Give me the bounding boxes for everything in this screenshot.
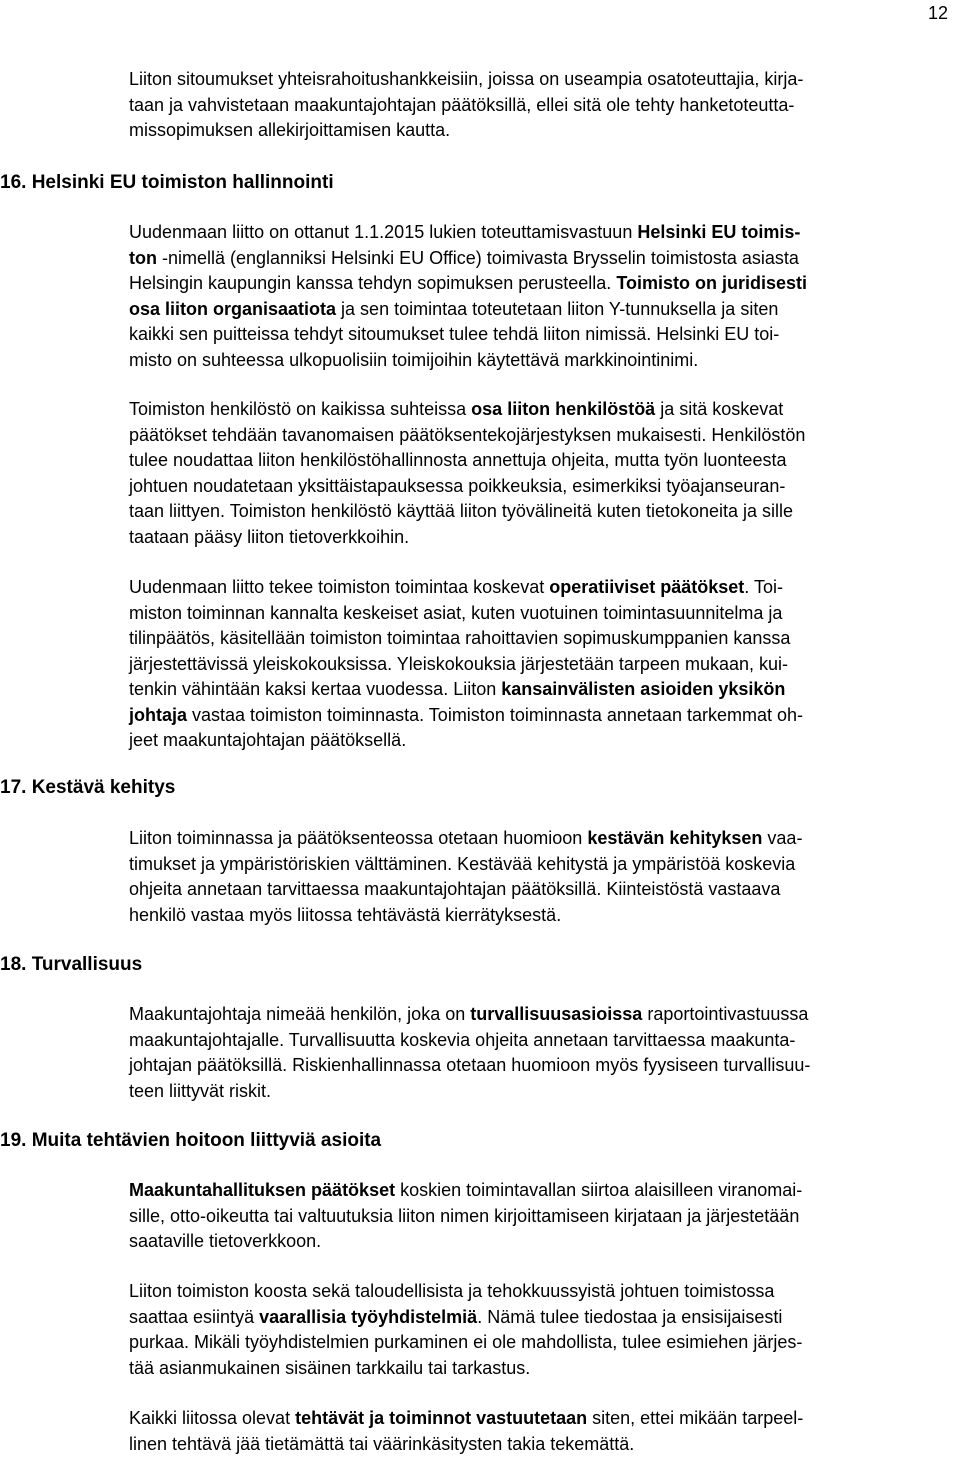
text-run: siten, ettei mikään tarpeel- — [587, 1408, 804, 1428]
text-run: päätökset tehdään tavanomaisen päätöksentekojärjestyksen mukaisesti. Henkilöstön — [129, 424, 806, 445]
bold-text-run: tehtävät ja toiminnot vastuutetaan — [295, 1408, 588, 1428]
text-run: ohjeita annetaan tarvittaessa maakuntajohtajan päätöksillä. Kiinteistöstä vastaava — [129, 879, 781, 899]
text-run: taan ja vahvistetaan maakuntajohtajan päätöksillä, ellei sitä ole tehty hanketoteutta- — [129, 94, 795, 115]
bold-text-run: vaarallisia työyhdistelmiä — [259, 1306, 478, 1327]
text-line — [129, 1406, 959, 1432]
text-run: Liiton sitoumukset yhteisrahoitushankkeisiin, joissa on useampia osatoteuttajia, kirja- — [129, 69, 804, 89]
text-line — [129, 1305, 959, 1331]
text-run: vastaa toimiston toiminnasta. Toimiston toiminnasta annetaan tarkemmat oh- — [187, 704, 803, 725]
page-number: 12 — [927, 3, 948, 23]
text-line — [129, 93, 959, 119]
text-run: sille, otto-oikeutta tai valtuutuksia liiton nimen kirjoittamiseen kirjataan ja järjestetään — [129, 1205, 800, 1226]
section-17-heading: 17. Kestävä kehitys — [0, 777, 176, 798]
text-line — [129, 1028, 959, 1054]
text-run: misto on suhteessa ulkopuolisiin toimijoihin käytettävä markkinointinimi. — [129, 349, 699, 370]
text-run: ja sitä koskevat — [655, 399, 784, 419]
text-line — [129, 246, 959, 272]
text-line — [129, 1330, 959, 1356]
text-line — [129, 1229, 959, 1255]
text-line — [129, 1432, 959, 1457]
bold-text-run: Maakuntahallituksen päätökset — [129, 1180, 396, 1200]
intro-paragraph — [129, 67, 959, 144]
bold-text-run: Helsinki EU toimis- — [637, 222, 801, 242]
text-line — [129, 1079, 959, 1105]
text-run: taataan pääsy liiton tietoverkkoihin. — [129, 526, 410, 547]
text-run: teen liittyvät riskit. — [129, 1080, 272, 1101]
text-run: henkilö vastaa myös liitossa tehtävästä kierrätyksestä. — [129, 904, 562, 925]
text-line — [129, 852, 959, 878]
text-run: missopimuksen allekirjoittamisen kautta. — [129, 120, 451, 140]
text-run: koskien toimintavallan siirtoa alaisilleen viranomai- — [395, 1180, 803, 1200]
bold-text-run: kestävän kehityksen — [587, 828, 763, 848]
text-run: . Toi- — [744, 577, 783, 597]
bold-text-run: Toimisto on juridisesti — [616, 273, 807, 293]
text-run: . Nämä tulee tiedostaa ja ensisijaisesti — [477, 1306, 783, 1327]
section-16-paragraph-2 — [129, 397, 959, 550]
text-run: järjestettävissä yleiskokouksissa. Yleiskokouksia järjestetään tarpeen mukaan, kui- — [129, 653, 788, 674]
text-line — [129, 1356, 959, 1382]
text-run: timukset ja ympäristöriskien välttäminen. Kestävää kehitystä ja ympäristöä koskevia — [129, 853, 796, 874]
text-run: Liiton toimiston koosta sekä taloudellisista ja tehokkuussyistä johtuen toimistossa — [129, 1281, 775, 1301]
text-run: linen tehtävä jää tietämättä tai väärinkäsitysten takia tekemättä. — [129, 1433, 635, 1454]
section-18-heading: 18. Turvallisuus — [0, 954, 143, 975]
text-run: Maakuntajohtaja nimeää henkilön, joka on — [129, 1004, 471, 1024]
text-line — [129, 525, 959, 551]
text-run: kaikki sen puitteissa tehdyt sitoumukset tulee tehdä liiton nimissä. Helsinki EU toi- — [129, 324, 780, 344]
text-line — [129, 1279, 959, 1305]
section-19-paragraph-3 — [129, 1406, 959, 1457]
bold-text-run: johtaja — [129, 704, 188, 725]
text-line — [129, 397, 959, 423]
text-run: -nimellä (englanniksi Helsinki EU Office) toimivasta Brysselin toimistosta asiasta — [156, 247, 799, 268]
text-line — [129, 348, 959, 374]
text-line — [129, 67, 959, 93]
text-line — [129, 575, 959, 601]
text-line — [129, 423, 959, 449]
text-line — [129, 448, 959, 474]
text-run: Kaikki liitossa olevat — [129, 1408, 296, 1428]
text-run: taan liittyen. Toimiston henkilöstö käyttää liiton työvälineitä kuten tietokoneita ja sille — [129, 501, 794, 521]
text-run: Toimiston henkilöstö on kaikissa suhteissa — [129, 399, 472, 419]
section-18-paragraph-1 — [129, 1002, 959, 1104]
text-line — [129, 703, 959, 729]
section-16-paragraph-3 — [129, 575, 959, 754]
text-line — [129, 728, 959, 754]
section-17-paragraph-1 — [129, 826, 959, 928]
text-run: ja sen toimintaa toteutetaan liiton Y-tunnuksella ja siten — [336, 298, 779, 319]
text-run: vaa- — [762, 828, 803, 848]
text-run: saataville tietoverkkoon. — [129, 1231, 322, 1251]
bold-text-run: osa liiton organisaatiota — [129, 298, 337, 319]
text-line — [129, 499, 959, 525]
text-run: miston toiminnan kannalta keskeiset asiat, kuten vuotuinen toimintasuunnitelma ja — [129, 602, 783, 623]
text-line — [129, 877, 959, 903]
text-run: purkaa. Mikäli työyhdistelmien purkaminen ei ole mahdollista, tulee esimiehen järjes- — [129, 1332, 803, 1352]
text-run: Liiton toiminnassa ja päätöksenteossa otetaan huomioon — [129, 828, 588, 848]
text-line — [129, 677, 959, 703]
text-run: saattaa esiintyä — [129, 1306, 260, 1327]
text-run: tenkin vähintään kaksi kertaa vuodessa. Liiton — [129, 679, 502, 699]
text-run: tulee noudattaa liiton henkilöstöhallinnosta annettuja ohjeita, mutta työn luonteesta — [129, 450, 787, 470]
text-line — [129, 474, 959, 500]
section-19-paragraph-1 — [129, 1178, 959, 1255]
text-run: Helsingin kaupungin kanssa tehdyn sopimuksen perusteella. — [129, 273, 617, 293]
text-line — [129, 1002, 959, 1028]
bold-text-run: osa liiton henkilöstöä — [471, 399, 656, 419]
text-line — [129, 271, 959, 297]
text-run: johtajan päätöksillä. Riskienhallinnassa otetaan huomioon myös fyysiseen turvallisuu- — [129, 1055, 811, 1075]
text-run: Uudenmaan liitto on ottanut 1.1.2015 lukien toteuttamisvastuun — [129, 222, 638, 242]
section-16-heading: 16. Helsinki EU toimiston hallinnointi — [0, 172, 334, 193]
text-line — [129, 1204, 959, 1230]
section-19-heading: 19. Muita tehtävien hoitoon liittyviä asioita — [0, 1130, 382, 1151]
bold-text-run: operatiiviset päätökset — [549, 577, 745, 597]
text-run: tää asianmukainen sisäinen tarkkailu tai tarkastus. — [129, 1357, 531, 1378]
text-run: Uudenmaan liitto tekee toimiston toimintaa koskevat — [129, 577, 550, 597]
bold-text-run: ton — [129, 247, 157, 268]
text-run: jeet maakuntajohtajan päätöksellä. — [129, 730, 407, 750]
text-line — [129, 652, 959, 678]
text-line — [129, 903, 959, 929]
text-line — [129, 322, 959, 348]
bold-text-run: kansainvälisten asioiden yksikön — [501, 679, 786, 699]
text-line — [129, 1053, 959, 1079]
text-line — [129, 826, 959, 852]
text-run: tilinpäätös, käsitellään toimiston toimintaa rahoittavien sopimuskumppanien kanssa — [129, 628, 791, 648]
bold-text-run: turvallisuusasioissa — [470, 1004, 643, 1024]
text-line — [129, 118, 959, 144]
text-line — [129, 297, 959, 323]
section-16-paragraph-1 — [129, 220, 959, 373]
text-line — [129, 220, 959, 246]
text-line — [129, 1178, 959, 1204]
text-run: johtuen noudatetaan yksittäistapauksessa poikkeuksia, esimerkiksi työajanseuran- — [129, 475, 786, 496]
text-line — [129, 626, 959, 652]
section-19-paragraph-2 — [129, 1279, 959, 1381]
text-run: raportointivastuussa — [642, 1004, 809, 1024]
text-line — [129, 601, 959, 627]
text-run: maakuntajohtajalle. Turvallisuutta koskevia ohjeita annetaan tarvittaessa maakunta- — [129, 1029, 796, 1050]
